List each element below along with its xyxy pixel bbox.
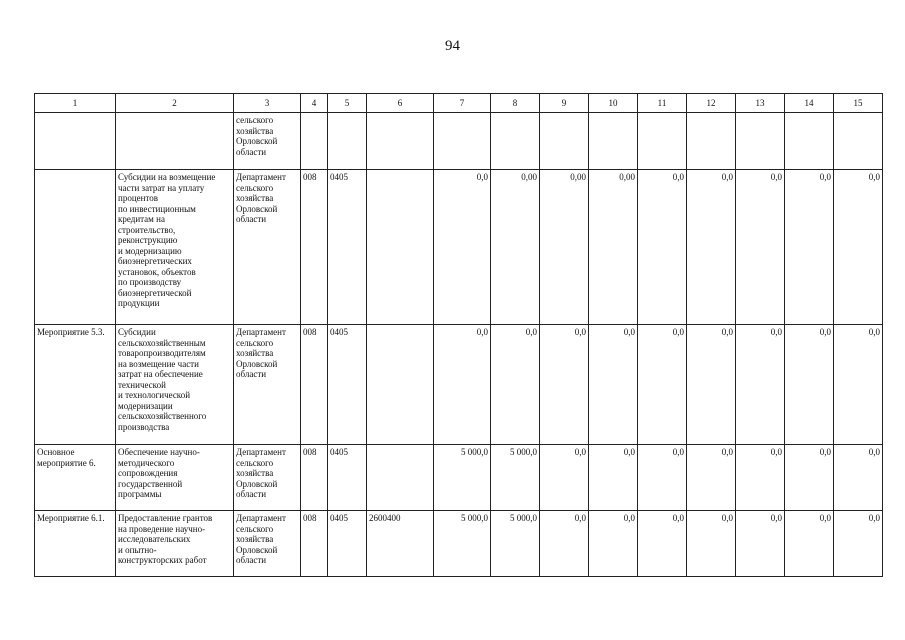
value-cell-col-12: 0,0 [687,170,736,325]
value-cell-col-12: 0,0 [687,325,736,445]
value-cell-col-9: 0,0 [540,511,589,577]
section-code-cell [328,113,367,170]
col-header-5: 5 [328,94,367,113]
section-code-cell: 0405 [328,445,367,511]
measure-name-cell: Мероприятие 6.1. [35,511,116,577]
header-row [35,94,883,113]
target-article-cell [367,325,434,445]
table-row [35,170,883,325]
value-cell-col-15: 0,0 [834,511,883,577]
value-cell-col-14: 0,0 [785,511,834,577]
value-cell-col-14: 0,0 [785,325,834,445]
value-cell-col-12: 0,0 [687,511,736,577]
value-cell-col-8: 0,00 [491,170,540,325]
value-cell-col-8: 0,0 [491,325,540,445]
table-row [35,445,883,511]
executor-cell: сельского хозяйства Орловской области [234,113,301,170]
measure-name-cell [35,113,116,170]
col-header-8: 8 [491,94,540,113]
value-cell-col-14: 0,0 [785,170,834,325]
target-article-cell [367,113,434,170]
value-cell-col-11: 0,0 [638,445,687,511]
grbs-code-cell: 008 [301,325,328,445]
col-header-10: 10 [589,94,638,113]
page-number: 94 [445,38,460,54]
grbs-code-cell [301,113,328,170]
col-header-11: 11 [638,94,687,113]
value-cell-col-15: 0,0 [834,325,883,445]
col-header-3: 3 [234,94,301,113]
value-cell-col-10 [589,113,638,170]
col-header-1: 1 [35,94,116,113]
value-cell-col-12: 0,0 [687,445,736,511]
value-cell-col-15: 0,0 [834,170,883,325]
table-row [35,511,883,577]
value-cell-col-8 [491,113,540,170]
executor-cell: Департамент сельского хозяйства Орловской области [234,445,301,511]
col-header-12: 12 [687,94,736,113]
value-cell-col-7 [434,113,491,170]
value-cell-col-14: 0,0 [785,445,834,511]
executor-cell: Департамент сельского хозяйства Орловской области [234,170,301,325]
value-cell-col-11: 0,0 [638,511,687,577]
col-header-15: 15 [834,94,883,113]
col-header-2: 2 [116,94,234,113]
value-cell-col-15: 0,0 [834,445,883,511]
value-cell-col-11 [638,113,687,170]
value-cell-col-8: 5 000,0 [491,445,540,511]
description-cell [116,113,234,170]
description-cell: Обеспечение научно- методического сопровождения государственной программы [116,445,234,511]
value-cell-col-12 [687,113,736,170]
executor-cell: Департамент сельского хозяйства Орловской области [234,511,301,577]
measure-name-cell: Мероприятие 5.3. [35,325,116,445]
col-header-13: 13 [736,94,785,113]
grbs-code-cell: 008 [301,511,328,577]
target-article-cell [367,445,434,511]
value-cell-col-13: 0,0 [736,170,785,325]
section-code-cell: 0405 [328,325,367,445]
description-cell: Субсидии сельскохозяйственным товаропроизводителям на возмещение части затрат на обеспечение технической и технологической модернизации сельскохозяйственного производства [116,325,234,445]
value-cell-col-13: 0,0 [736,511,785,577]
value-cell-col-10: 0,0 [589,445,638,511]
description-cell: Субсидии на возмещение части затрат на уплату процентов по инвестиционным кредитам на строительство, реконструкцию и модернизацию биоэнергетических установок, объектов по производству биоэнергетической продукции [116,170,234,325]
measure-name-cell [35,170,116,325]
value-cell-col-9 [540,113,589,170]
target-article-cell: 2600400 [367,511,434,577]
value-cell-col-13: 0,0 [736,325,785,445]
value-cell-col-11: 0,0 [638,170,687,325]
value-cell-col-10: 0,0 [589,325,638,445]
value-cell-col-14 [785,113,834,170]
value-cell-col-7: 0,0 [434,170,491,325]
value-cell-col-10: 0,00 [589,170,638,325]
col-header-9: 9 [540,94,589,113]
value-cell-col-7: 5 000,0 [434,445,491,511]
value-cell-col-9: 0,00 [540,170,589,325]
value-cell-col-15 [834,113,883,170]
col-header-4: 4 [301,94,328,113]
table-row [35,113,883,170]
grbs-code-cell: 008 [301,170,328,325]
budget-table [34,93,883,577]
value-cell-col-7: 5 000,0 [434,511,491,577]
col-header-7: 7 [434,94,491,113]
value-cell-col-7: 0,0 [434,325,491,445]
value-cell-col-13 [736,113,785,170]
value-cell-col-11: 0,0 [638,325,687,445]
target-article-cell [367,170,434,325]
col-header-6: 6 [367,94,434,113]
measure-name-cell: Основное мероприятие 6. [35,445,116,511]
value-cell-col-13: 0,0 [736,445,785,511]
table-row [35,325,883,445]
col-header-14: 14 [785,94,834,113]
value-cell-col-9: 0,0 [540,325,589,445]
executor-cell: Департамент сельского хозяйства Орловской области [234,325,301,445]
grbs-code-cell: 008 [301,445,328,511]
section-code-cell: 0405 [328,511,367,577]
description-cell: Предоставление грантов на проведение научно- исследовательских и опытно- конструкторских работ [116,511,234,577]
value-cell-col-9: 0,0 [540,445,589,511]
value-cell-col-10: 0,0 [589,511,638,577]
value-cell-col-8: 5 000,0 [491,511,540,577]
section-code-cell: 0405 [328,170,367,325]
